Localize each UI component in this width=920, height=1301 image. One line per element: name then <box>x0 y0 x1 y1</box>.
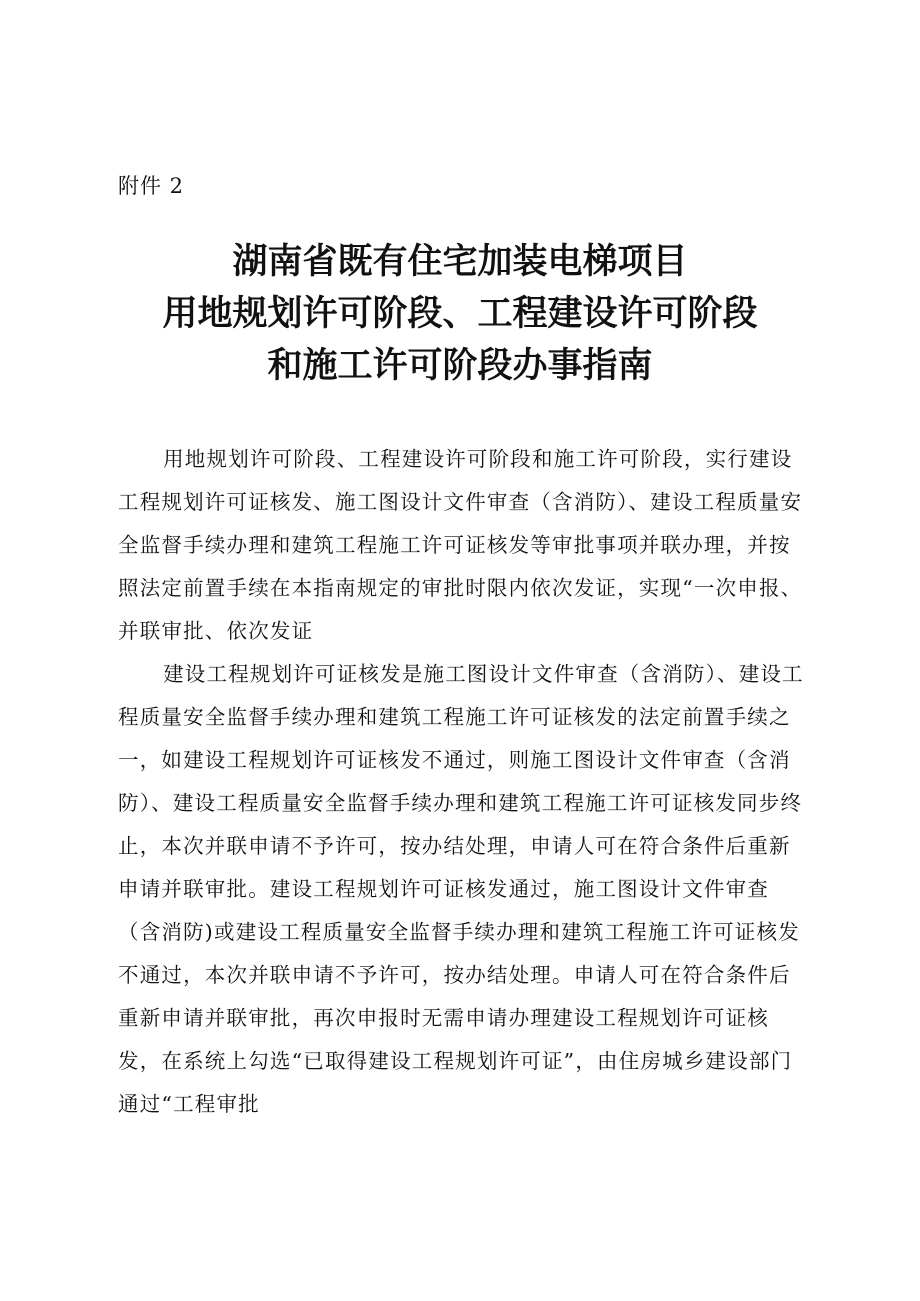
document-title <box>0 236 920 392</box>
document-body <box>118 438 806 1126</box>
body-paragraph-1: 用地规划许可阶段、工程建设许可阶段和施工许可阶段，实行建设工程规划许可证核发、施工图设计文件审查（含消防）、建设工程质量安全监督手续办理和建筑工程施工许可证核发等审批事项并联办理，并按照法定前置手续在本指南规定的审批时限内依次发证，实现“一次申报、并联审批、依次发证 <box>118 447 803 643</box>
title-line-2: 用地规划许可阶段、工程建设许可阶段 <box>162 294 758 334</box>
title-line-1: 湖南省既有住宅加装电梯项目 <box>232 242 688 282</box>
attachment-label: 附件 2 <box>118 174 185 198</box>
title-line-3: 和施工许可阶段办事指南 <box>267 346 653 386</box>
body-paragraph-2: 建设工程规划许可证核发是施工图设计文件审查（含消防）、建设工程质量安全监督手续办理和建筑工程施工许可证核发的法定前置手续之一，如建设工程规划许可证核发不通过，则施工图设计文件审查（含消防）、建设工程质量安全监督手续办理和建筑工程施工许可证核发同步终止，本次并联申请不予许可，按办结处理，申请人可在符合条件后重新申请并联审批。建设工程规划许可证核发通过，施工图设计文件审查（含消防)或建设工程质量安全监督手续办理和建筑工程施工许可证核发不通过，本次并联申请不予许可，按办结处理。申请人可在符合条件后重新申请并联审批，再次申报时无需申请办理建设工程规划许可证核发，在系统上勾选“已取得建设工程规划许可证”，由住房城乡建设部门通过“工程审批 <box>118 662 804 1116</box>
